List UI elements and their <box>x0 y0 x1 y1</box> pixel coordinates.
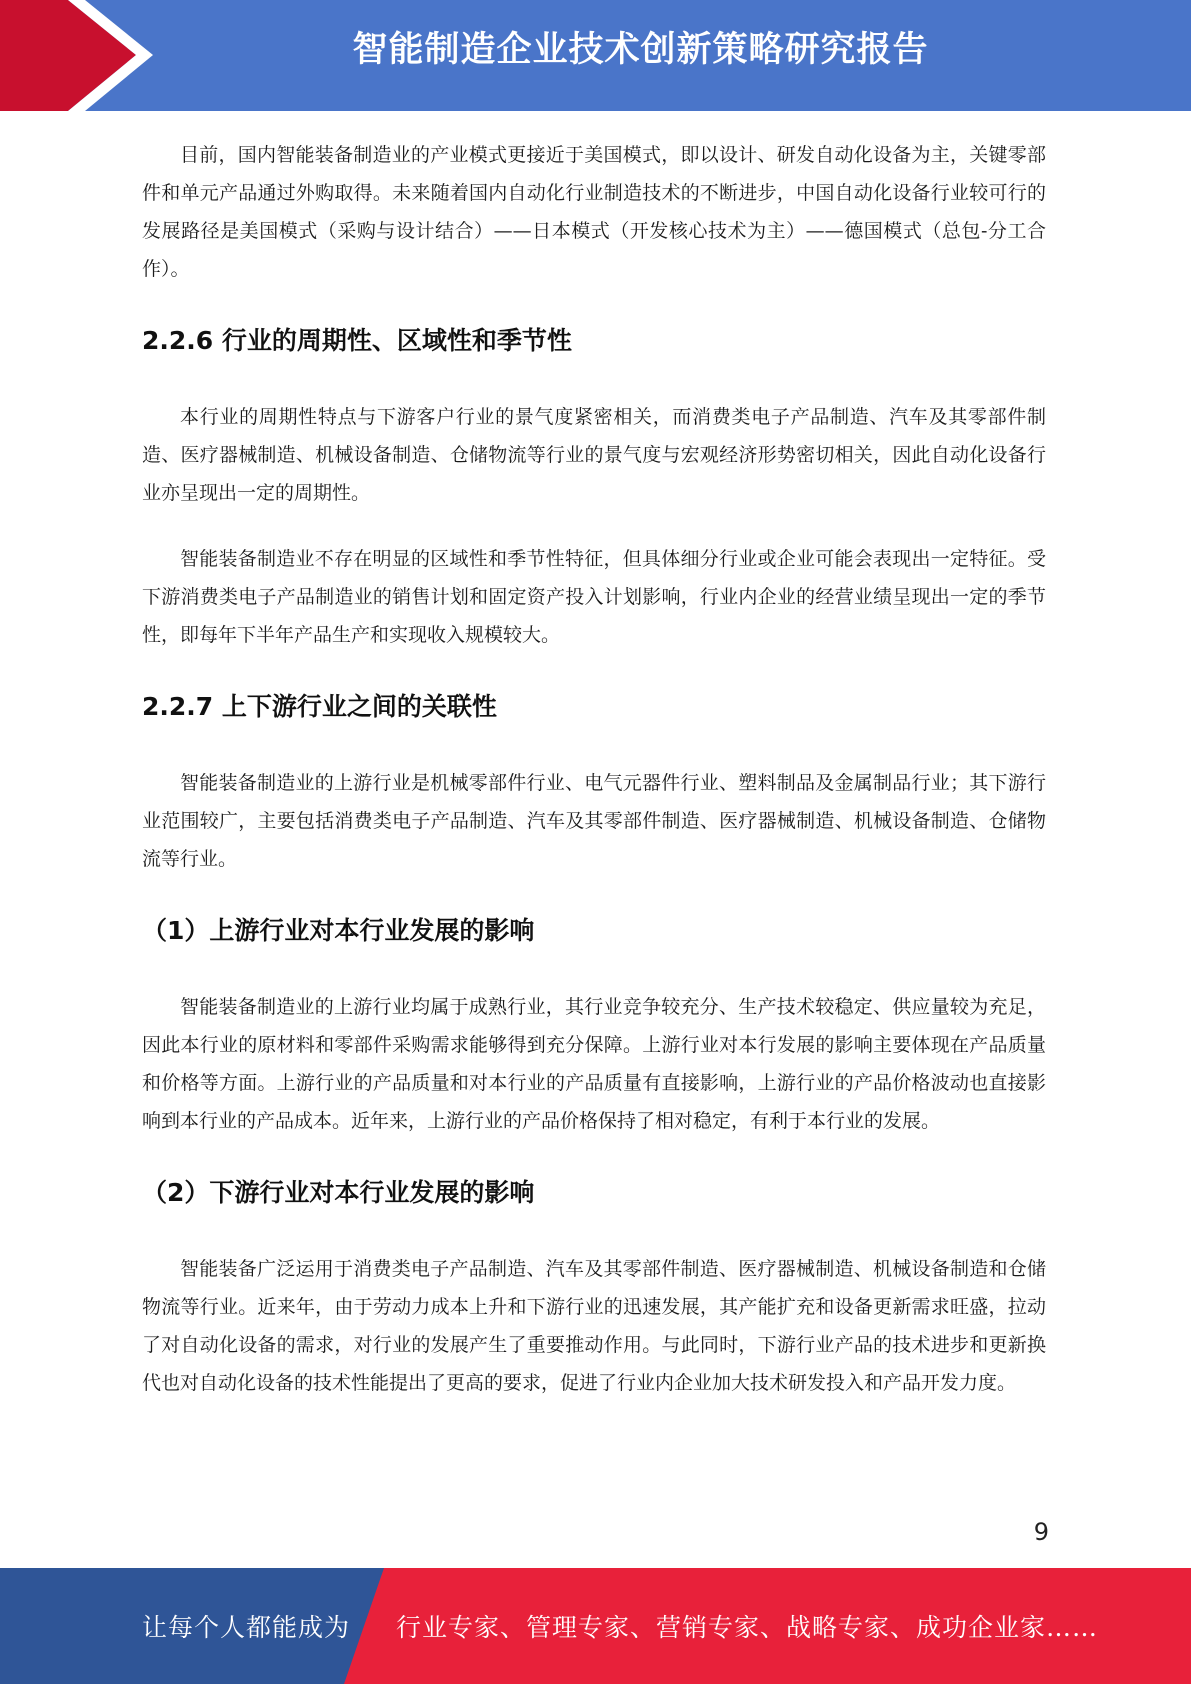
paragraph-cyclicality: 本行业的周期性特点与下游客户行业的景气度紧密相关，而消费类电子产品制造、汽车及其零部件制造、医疗器械制造、机械设备制造、仓储物流等行业的景气度与宏观经济形势密切相关，因此自动化设备行业亦呈现出一定的周期性。 <box>142 406 1046 504</box>
report-title: 智能制造企业技术创新策略研究报告 <box>352 30 929 70</box>
section-heading-2-2-7: 2.2.7 上下游行业之间的关联性 <box>142 692 497 721</box>
subheading-upstream-impact: （1）上游行业对本行业发展的影响 <box>142 916 535 945</box>
footer-slogan-left: 让每个人都能成为 <box>142 1613 351 1642</box>
footer-slogan-right: 行业专家、管理专家、营销专家、战略专家、成功企业家…… <box>396 1613 1099 1642</box>
paragraph-industry-chain: 智能装备制造业的上游行业是机械零部件行业、电气元器件行业、塑料制品及金属制品行业；其下游行业范围较广，主要包括消费类电子产品制造、汽车及其零部件制造、医疗器械制造、机械设备制造、仓储物流等行业。 <box>142 772 1046 870</box>
paragraph-seasonality: 智能装备制造业不存在明显的区域性和季节性特征，但具体细分行业或企业可能会表现出一定特征。受下游消费类电子产品制造业的销售计划和固定资产投入计划影响，行业内企业的经营业绩呈现出一定的季节性，即每年下半年产品生产和实现收入规模较大。 <box>142 548 1046 646</box>
page-number: 9 <box>1033 1518 1049 1546</box>
paragraph-downstream-impact: 智能装备广泛运用于消费类电子产品制造、汽车及其零部件制造、医疗器械制造、机械设备制造和仓储物流等行业。近来年，由于劳动力成本上升和下游行业的迅速发展，其产能扩充和设备更新需求旺盛，拉动了对自动化设备的需求，对行业的发展产生了重要推动作用。与此同时，下游行业产品的技术进步和更新换代也对自动化设备的技术性能提出了更高的要求，促进了行业内企业加大技术研发投入和产品开发力度。 <box>142 1258 1046 1394</box>
section-heading-2-2-6: 2.2.6 行业的周期性、区域性和季节性 <box>142 326 572 355</box>
paragraph-intro: 目前，国内智能装备制造业的产业模式更接近于美国模式，即以设计、研发自动化设备为主，关键零部件和单元产品通过外购取得。未来随着国内自动化行业制造技术的不断进步，中国自动化设备行业较可行的发展路径是美国模式（采购与设计结合）——日本模式（开发核心技术为主）——德国模式（总包-分工合作）。 <box>142 144 1046 280</box>
page-body <box>142 136 1046 1402</box>
subheading-downstream-impact: （2）下游行业对本行业发展的影响 <box>142 1178 535 1207</box>
paragraph-upstream-impact: 智能装备制造业的上游行业均属于成熟行业，其行业竞争较充分、生产技术较稳定、供应量较为充足，因此本行业的原材料和零部件采购需求能够得到充分保障。上游行业对本行发展的影响主要体现在产品质量和价格等方面。上游行业的产品质量和对本行业的产品质量有直接影响，上游行业的产品价格波动也直接影响到本行业的产品成本。近年来，上游行业的产品价格保持了相对稳定，有利于本行业的发展。 <box>142 996 1046 1132</box>
page-footer <box>0 1568 1191 1684</box>
page-header <box>0 0 1191 111</box>
